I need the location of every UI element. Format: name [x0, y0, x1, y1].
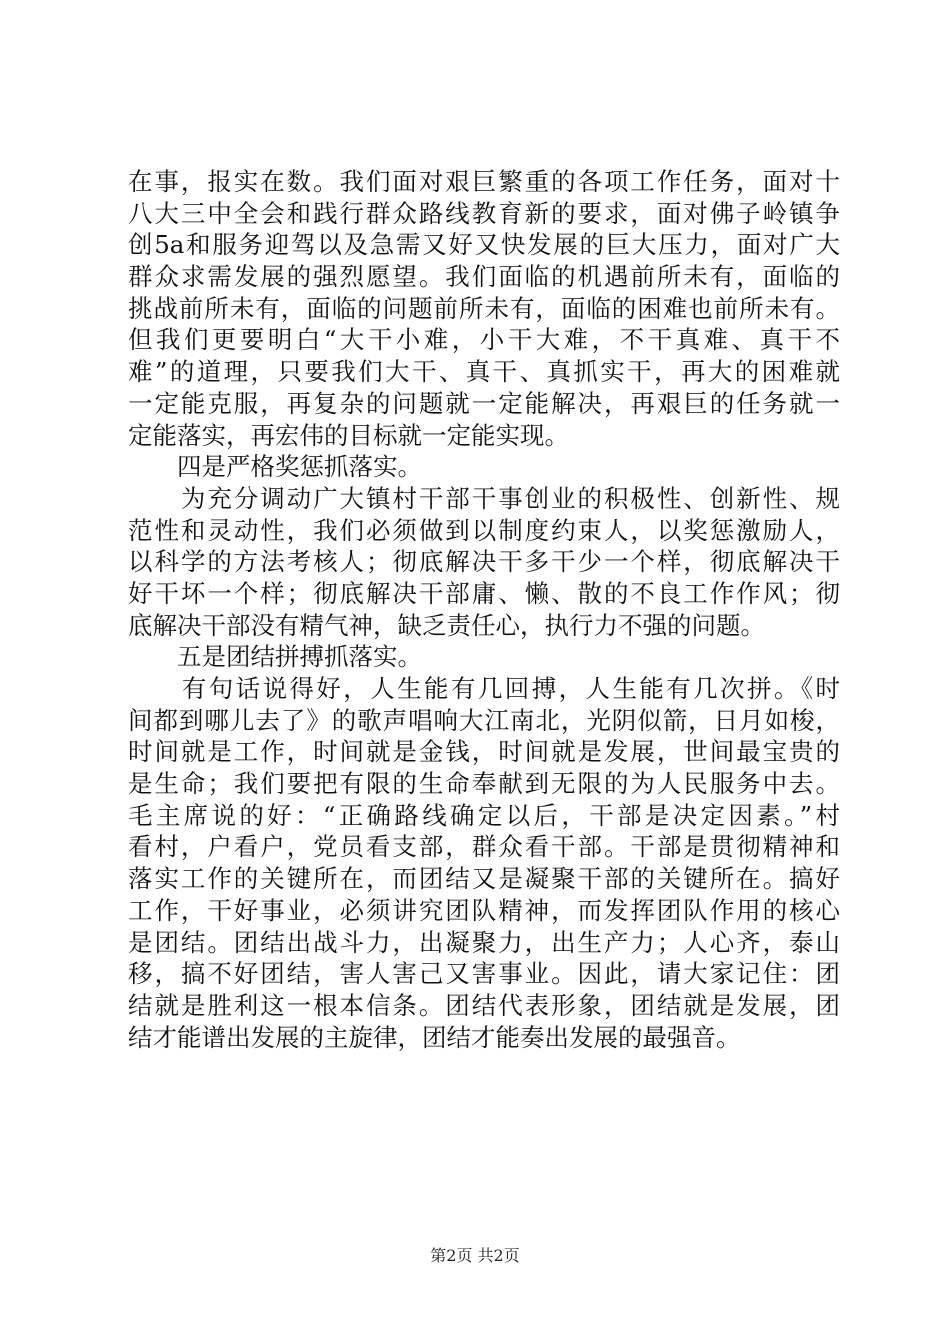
text-line: 在事，报实在数。我们面对艰巨繁重的各项工作任务，面对十	[128, 167, 840, 196]
text-line: 毛主席说的好：“正确路线确定以后，干部是决定因素。”村	[128, 800, 840, 830]
text-line: 看村，户看户，党员看支部，群众看干部。干部是贯彻精神和	[128, 832, 840, 862]
text-line: 间都到哪儿去了》的歌声唱响大江南北，光阴似箭，日月如梭，	[128, 705, 840, 735]
text-line: 为充分调动广大镇村干部干事创业的积极性、创新性、规	[128, 483, 840, 513]
text-line: 移，搞不好团结，害人害己又害事业。因此，请大家记住：团	[128, 959, 840, 989]
text-line: 难”的道理，只要我们大干、真干、真抓实干，再大的困难就	[128, 357, 840, 387]
text-line: 但我们更要明白“大干小难，小干大难，不干真难、真干不	[128, 325, 840, 355]
text-line: 四是严格奖惩抓落实。	[128, 452, 422, 482]
body-text	[128, 166, 840, 1053]
text-line: 创5a和服务迎驾以及急需又好又快发展的巨大压力，面对广大	[128, 230, 840, 260]
text-line: 好干坏一个样；彻底解决干部庸、懒、散的不良工作作风；彻	[128, 578, 840, 608]
text-line: 五是团结拼搏抓落实。	[128, 642, 422, 672]
text-line: 结才能谱出发展的主旋律，团结才能奏出发展的最强音。	[128, 1022, 741, 1052]
text-line: 范性和灵动性，我们必须做到以制度约束人，以奖惩激励人，	[128, 515, 840, 545]
text-line: 是团结。团结出战斗力，出凝聚力，出生产力；人心齐，泰山	[128, 927, 840, 957]
text-line: 有句话说得好，人生能有几回搏，人生能有几次拼。《时	[128, 674, 840, 703]
text-line: 工作，干好事业，必须讲究团队精神，而发挥团队作用的核心	[128, 895, 840, 925]
text-line: 一定能克服，再复杂的问题就一定能解决，再艰巨的任务就一	[128, 388, 840, 418]
text-line: 群众求需发展的强烈愿望。我们面临的机遇前所未有，面临的	[128, 262, 840, 292]
text-line: 定能落实，再宏伟的目标就一定能实现。	[128, 420, 569, 450]
text-line: 时间就是工作，时间就是金钱，时间就是发展，世间最宝贵的	[128, 737, 840, 767]
text-line: 落实工作的关键所在，而团结又是凝聚干部的关键所在。搞好	[128, 864, 840, 894]
text-line: 八大三中全会和践行群众路线教育新的要求，面对佛子岭镇争	[128, 198, 840, 228]
text-line: 是生命；我们要把有限的生命奉献到无限的为人民服务中去。	[128, 769, 840, 799]
text-line: 挑战前所未有，面临的问题前所未有，面临的困难也前所未有。	[128, 293, 840, 323]
text-line: 结就是胜利这一根本信条。团结代表形象，团结就是发展，团	[128, 990, 840, 1020]
text-line: 以科学的方法考核人；彻底解决干多干少一个样，彻底解决干	[128, 547, 840, 577]
text-line: 底解决干部没有精气神，缺乏责任心，执行力不强的问题。	[128, 610, 765, 640]
page-footer: 第2页 共2页	[430, 1246, 520, 1265]
